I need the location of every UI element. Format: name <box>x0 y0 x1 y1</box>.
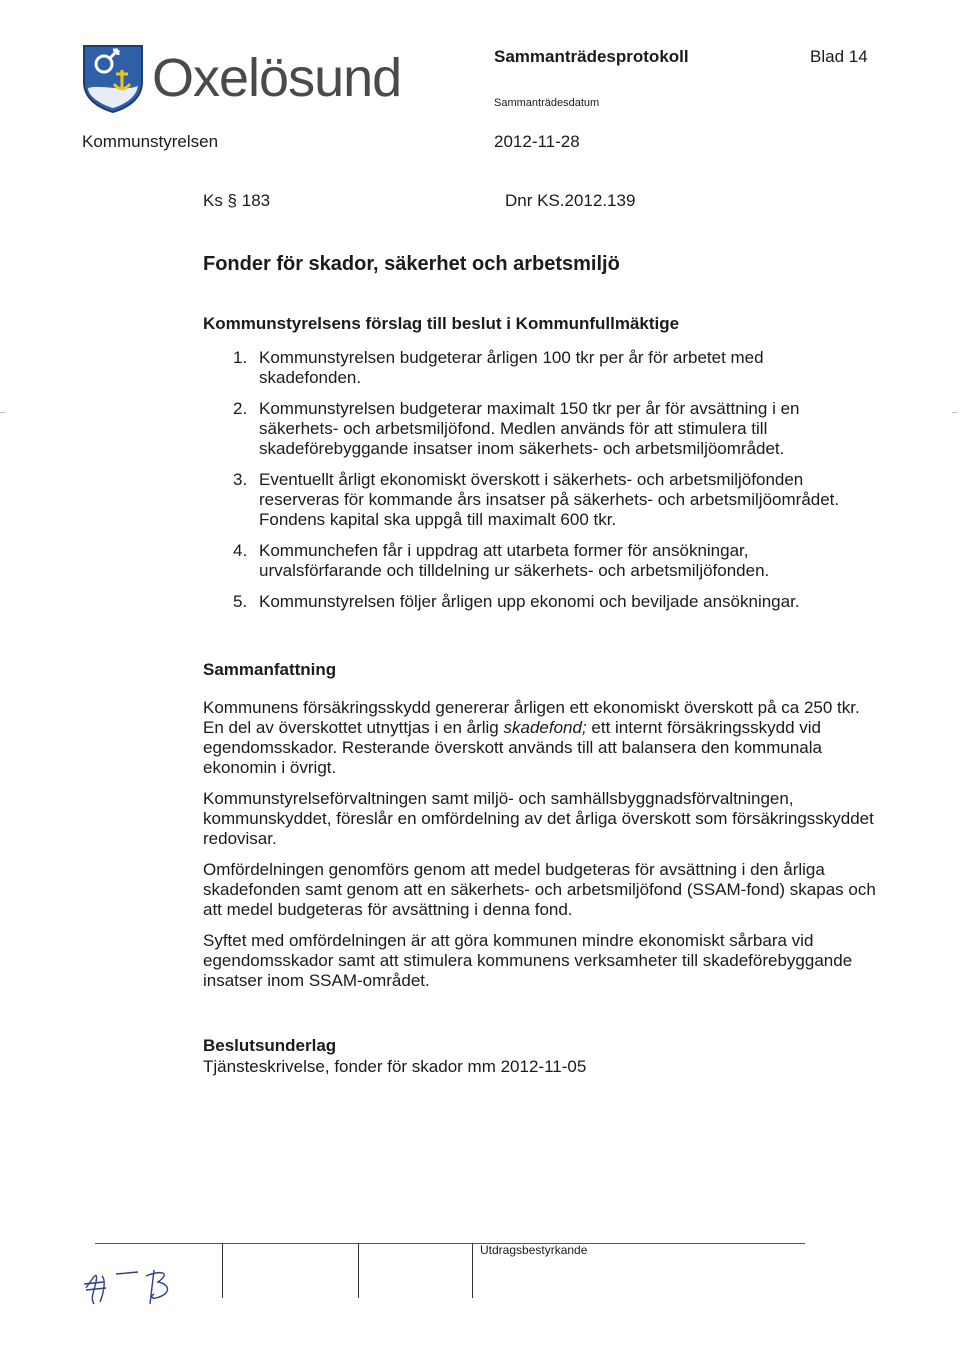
list-item <box>233 592 843 612</box>
meeting-date: 2012-11-28 <box>494 132 580 151</box>
summary-body <box>203 698 883 1002</box>
summary-text: ett internt försäkringsskydd vid egendomsskador. Resterande överskott används till att balansera den kommunala ekonomin i övrigt. <box>203 718 822 777</box>
signature-field-divider <box>472 1243 473 1298</box>
summary-paragraph <box>203 698 883 778</box>
list-item-number: 1. <box>233 348 248 367</box>
summary-paragraph: Omfördelningen genomförs genom att medel budgeteras för avsättning i den årliga skadefonden samt genom att en säkerhets- och arbetsmiljöfond (SSAM-fond) skapas och att medel budgeteras för avsättning i denna fond. <box>203 860 876 919</box>
page-title: Fonder för skador, säkerhet och arbetsmiljö <box>203 253 620 275</box>
list-item-number: 5. <box>233 592 248 611</box>
list-item-text: Kommunstyrelsen budgeterar årligen 100 tkr per år för arbetet med skadefonden. <box>259 348 764 387</box>
list-item-number: 2. <box>233 399 248 418</box>
list-item-text: Kommunstyrelsen budgeterar maximalt 150 tkr per år för avsättning i en säkerhets- och arbetsmiljöfond. Medlen används för att stimulera till skadeförebyggande insatser inom säkerhets- och arbetsmiljöområdet. <box>259 399 800 458</box>
page-number: Blad 14 <box>810 47 868 66</box>
handwritten-initials <box>80 1258 180 1308</box>
meeting-date-label: Sammanträdesdatum <box>494 97 600 109</box>
municipal-coat-of-arms-icon <box>82 44 144 114</box>
municipality-logo <box>82 44 402 114</box>
list-item-number: 3. <box>233 470 248 489</box>
extract-certification-label: Utdragsbestyrkande <box>480 1243 588 1257</box>
list-item-text: Kommunstyrelsen följer årligen upp ekonomi och beviljade ansökningar. <box>259 592 800 611</box>
margin-mark <box>952 412 958 413</box>
list-item <box>233 470 843 530</box>
list-item <box>233 399 843 459</box>
list-item-text: Eventuellt årligt ekonomiskt överskott i säkerhets- och arbetsmiljöfonden reserveras för kommande års insatser på säkerhets- och arbetsmiljöområdet. Fondens kapital ska uppgå till maximalt 600 tkr. <box>259 470 840 529</box>
list-item-number: 4. <box>233 541 248 560</box>
signature-field-divider <box>358 1243 359 1298</box>
signature-field-divider <box>222 1243 223 1298</box>
list-item <box>233 541 843 581</box>
proposal-list <box>233 348 843 623</box>
summary-emphasis: skadefond; <box>503 718 587 737</box>
summary-paragraph: Syftet med omfördelningen är att göra kommunen mindre ekonomiskt sårbara vid egendomsskador samt att stimulera kommunens verksamheter till skadeförebyggande insatser inom SSAM-området. <box>203 931 853 990</box>
proposal-heading: Kommunstyrelsens förslag till beslut i Kommunfullmäktige <box>203 314 680 333</box>
basis-heading: Beslutsunderlag <box>203 1036 337 1055</box>
document-type: Sammanträdesprotokoll <box>494 47 689 66</box>
list-item-text: Kommunchefen får i uppdrag att utarbeta former för ansökningar, urvalsförfarande och tilldelning ur säkerhets- och arbetsmiljöfonden. <box>259 541 770 580</box>
basis-text: Tjänsteskrivelse, fonder för skador mm 2012-11-05 <box>203 1057 587 1076</box>
summary-text: Kommunens försäkringsskydd genererar årligen ett ekonomiskt överskott på ca 250 tkr. En del av överskottet utnyttjas i en årlig <box>203 698 860 737</box>
registration-number: Dnr KS.2012.139 <box>505 191 636 210</box>
margin-mark <box>0 412 6 413</box>
list-item <box>233 348 843 388</box>
footer-divider <box>95 1243 805 1244</box>
logo-wordmark: Oxelösund <box>152 48 402 108</box>
summary-paragraph: Kommunstyrelseförvaltningen samt miljö- och samhällsbyggnadsförvaltningen, kommunskyddet, föreslår en omfördelning av det årliga överskott som försäkringsskyddet redovisar. <box>203 789 874 848</box>
summary-heading: Sammanfattning <box>203 660 337 679</box>
organization-name: Kommunstyrelsen <box>82 132 219 151</box>
paragraph-reference: Ks § 183 <box>203 191 271 210</box>
